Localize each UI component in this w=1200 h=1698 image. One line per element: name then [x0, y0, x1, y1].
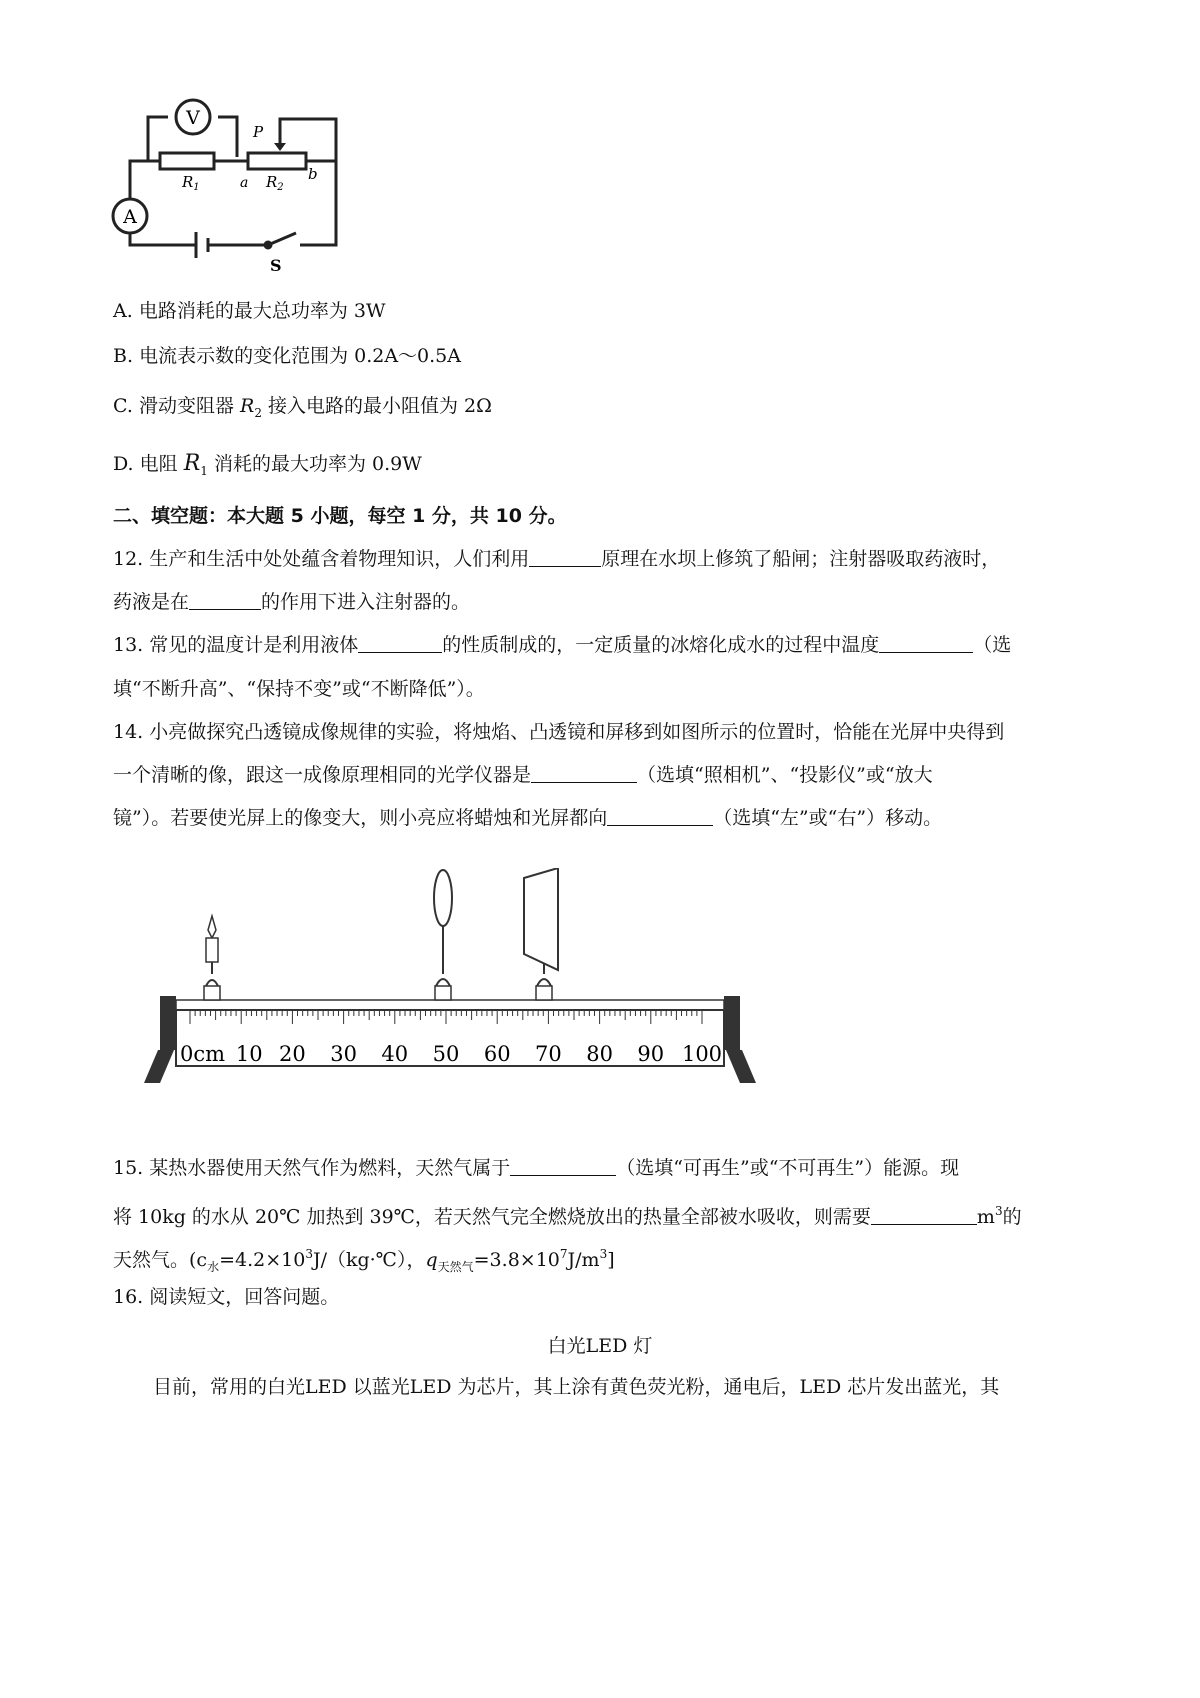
article-title: 白光LED 灯 — [547, 1335, 653, 1357]
q12-blank2[interactable] — [189, 591, 261, 610]
bench-tick-label: 40 — [381, 1042, 409, 1066]
bench-tick-label: 10 — [235, 1042, 263, 1066]
light-screen — [524, 868, 558, 1000]
bench-tick-label: 50 — [432, 1042, 460, 1066]
article-paragraph: 目前，常用的白光LED 以蓝光LED 为芯片，其上涂有黄色荧光粉，通电后，LED 芯片发出蓝光，其 — [153, 1376, 1000, 1398]
section-heading: 二、填空题：本大题 5 小题，每空 1 分，共 10 分。 — [113, 505, 567, 527]
candle — [204, 916, 220, 1000]
q15-line3: 天然气。($c_水=4.2\times 10^3J/(kg\cdot℃)$，$q_{天然气}=3.8\times 10^7J/m^3$] — [113, 1247, 615, 1274]
q14-line1: 14. 小亮做探究凸透镜成像规律的实验，将烛焰、凸透镜和屏移到如图所示的位置时，恰能在光屏中央得到 — [113, 721, 1005, 743]
optical-bench-diagram — [140, 868, 780, 1090]
q13-blank1[interactable] — [358, 634, 442, 653]
option-a: A. 电路消耗的最大总功率为 3W — [113, 300, 386, 322]
q13-line1: 13. 常见的温度计是利用液体 的性质制成的，一定质量的冰熔化成水的过程中温度 （选 — [113, 634, 1012, 656]
bench-tick-label: 70 — [535, 1042, 562, 1066]
switch-label: S — [270, 256, 282, 275]
q12-line1: 12. 生产和生活中处处蕴含着物理知识，人们利用 原理在水坝上修筑了船闸；注射器吸取药液时， — [113, 548, 1001, 570]
point-a-label: a — [240, 175, 249, 191]
q14-line2: 一个清晰的像，跟这一成像原理相同的光学仪器是 （选填“照相机”、“投影仪”或“放大 — [113, 764, 933, 786]
q13-blank2[interactable] — [879, 634, 973, 653]
circuit-diagram — [110, 95, 370, 275]
bench-unit-label: 0cm — [180, 1042, 226, 1066]
q14-line3: 镜”）。若要使光屏上的像变大，则小亮应将蜡烛和光屏都向 （选填“左”或“右”）移动。 — [113, 807, 943, 829]
q15-line1: 15. 某热水器使用天然气作为燃料，天然气属于 （选填“可再生”或“不可再生”）能源。现 — [113, 1157, 960, 1179]
ammeter-label: A — [123, 206, 137, 228]
resistor-r2 — [248, 153, 306, 169]
q12-blank1[interactable] — [529, 548, 601, 567]
switch-symbol — [265, 233, 296, 248]
voltmeter-label: V — [186, 107, 200, 129]
resistor-r1 — [160, 153, 214, 169]
q16-line1: 16. 阅读短文，回答问题。 — [113, 1286, 340, 1308]
point-p-label: P — [253, 123, 264, 141]
bench-tick-label: 90 — [637, 1042, 665, 1066]
option-b: B. 电流表示数的变化范围为 0.2A～0.5A — [113, 345, 461, 367]
battery-symbol — [196, 232, 208, 258]
bench-tick-label: 60 — [483, 1042, 511, 1066]
q14-blank1[interactable] — [531, 764, 637, 783]
option-d: D. 电阻 $R_1$ 消耗的最大功率为 0.9W — [113, 451, 422, 478]
bench-tick-label: 30 — [330, 1042, 357, 1066]
bench-tick-label: 80 — [586, 1042, 613, 1066]
r1-label: $R_1$ — [182, 173, 200, 193]
convex-lens — [434, 870, 452, 1000]
point-b-label: b — [308, 165, 318, 183]
q15-line2: 将 10kg 的水从 20℃ 加热到 39℃，若天然气完全燃烧放出的热量全部被水吸收，则需要 $m^3$的 — [113, 1204, 1022, 1228]
option-c: C. 滑动变阻器 $R_2$ 接入电路的最小阻值为 2Ω — [113, 395, 492, 420]
r2-label: $R_2$ — [266, 173, 284, 193]
bench-tick-label: 20 — [279, 1042, 306, 1066]
q15-blank1[interactable] — [510, 1157, 616, 1176]
q13-line2: 填“不断升高”、“保持不变”或“不断降低”）。 — [113, 678, 485, 700]
bench-tick-label: 100 — [681, 1042, 723, 1066]
q14-blank2[interactable] — [607, 807, 713, 826]
q15-blank2[interactable] — [871, 1206, 977, 1225]
q12-line2: 药液是在 的作用下进入注射器的。 — [113, 591, 471, 613]
